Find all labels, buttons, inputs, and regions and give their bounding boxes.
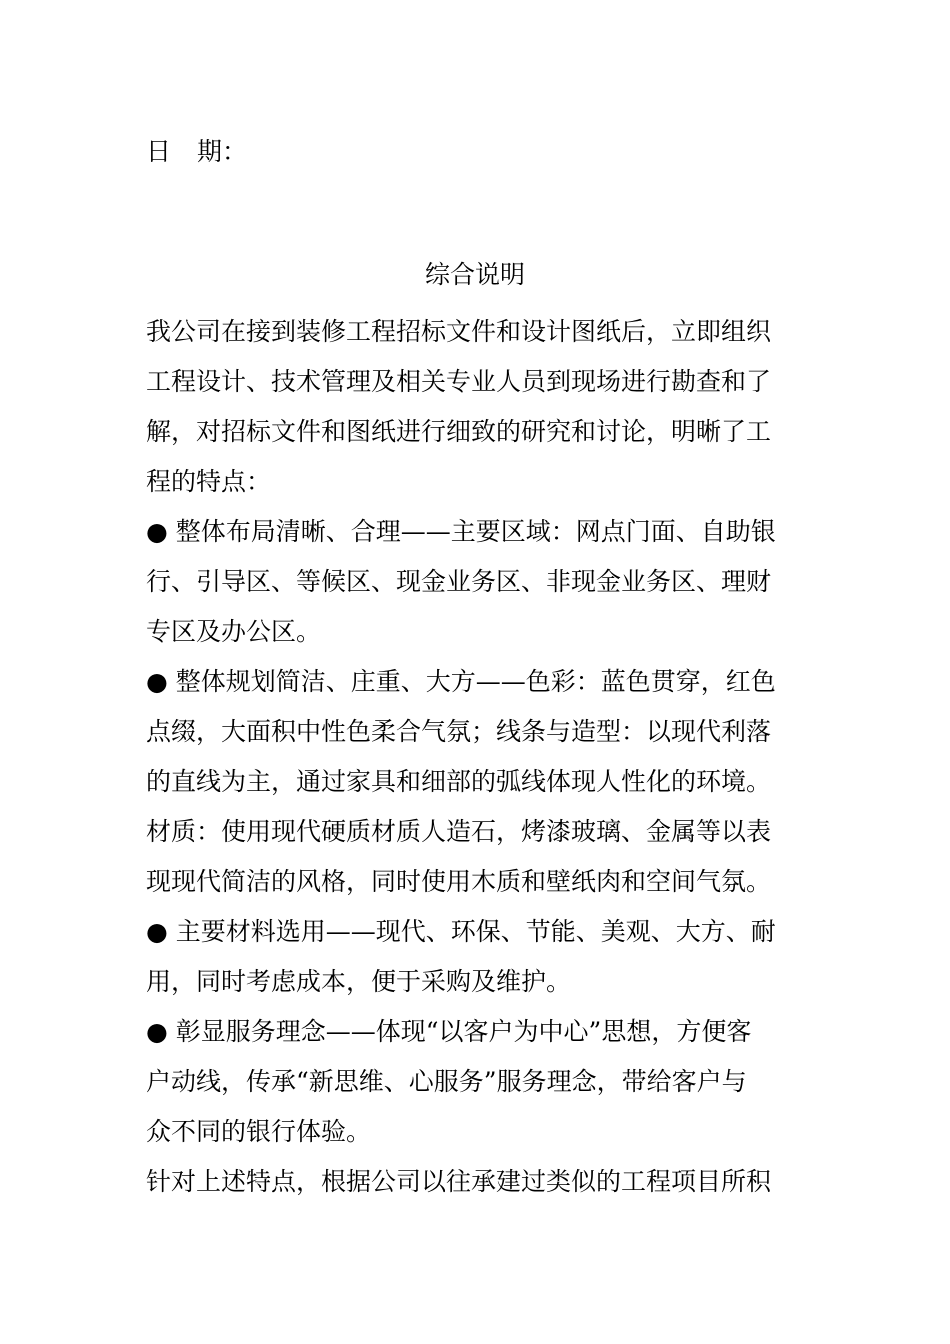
text-line: 针对上述特点，根据公司以往承建过类似的工程项目所积 [146, 1167, 772, 1196]
text-line: 材质：使用现代硬质材质人造石，烤漆玻璃、金属等以表 [146, 817, 772, 846]
text-line: 行、引导区、等候区、现金业务区、非现金业务区、理财 [146, 567, 772, 596]
bullet-line: ● 主要材料选用——现代、环保、节能、美观、大方、耐 [146, 917, 776, 946]
text-line: 的直线为主，通过家具和细部的弧线体现人性化的环境。 [146, 767, 772, 796]
section-title: 综合说明 [424, 260, 525, 289]
text-line: 工程设计、技术管理及相关专业人员到现场进行勘查和了 [146, 367, 772, 396]
date-label [146, 134, 247, 170]
date-label-part2: 期： [197, 137, 248, 166]
body-text [146, 307, 791, 1207]
bullet-line: ● 彰显服务理念——体现“以客户为中心”思想，方便客 [146, 1017, 752, 1046]
bullet-line: ● 整体规划简洁、庄重、大方——色彩：蓝色贯穿，红色 [146, 667, 776, 696]
text-line: 我公司在接到装修工程招标文件和设计图纸后，立即组织 [146, 317, 772, 346]
text-line: 程的特点： [146, 467, 272, 496]
date-label-part1: 日 [146, 137, 172, 166]
text-line: 众不同的银行体验。 [146, 1117, 372, 1146]
text-line: 专区及办公区。 [146, 617, 322, 646]
text-line: 点缀，大面积中性色柔合气氛；线条与造型：以现代利落 [146, 717, 772, 746]
text-line: 户动线，传承“新思维、心服务”服务理念，带给客户与 [146, 1067, 747, 1096]
text-line: 现现代简洁的风格，同时使用木质和壁纸肉和空间气氛。 [146, 867, 772, 896]
text-line: 解，对招标文件和图纸进行细致的研究和讨论，明晰了工 [146, 417, 772, 446]
bullet-line: ● 整体布局清晰、合理——主要区域：网点门面、自助银 [146, 517, 776, 546]
text-line: 用，同时考虑成本，便于采购及维护。 [146, 967, 572, 996]
